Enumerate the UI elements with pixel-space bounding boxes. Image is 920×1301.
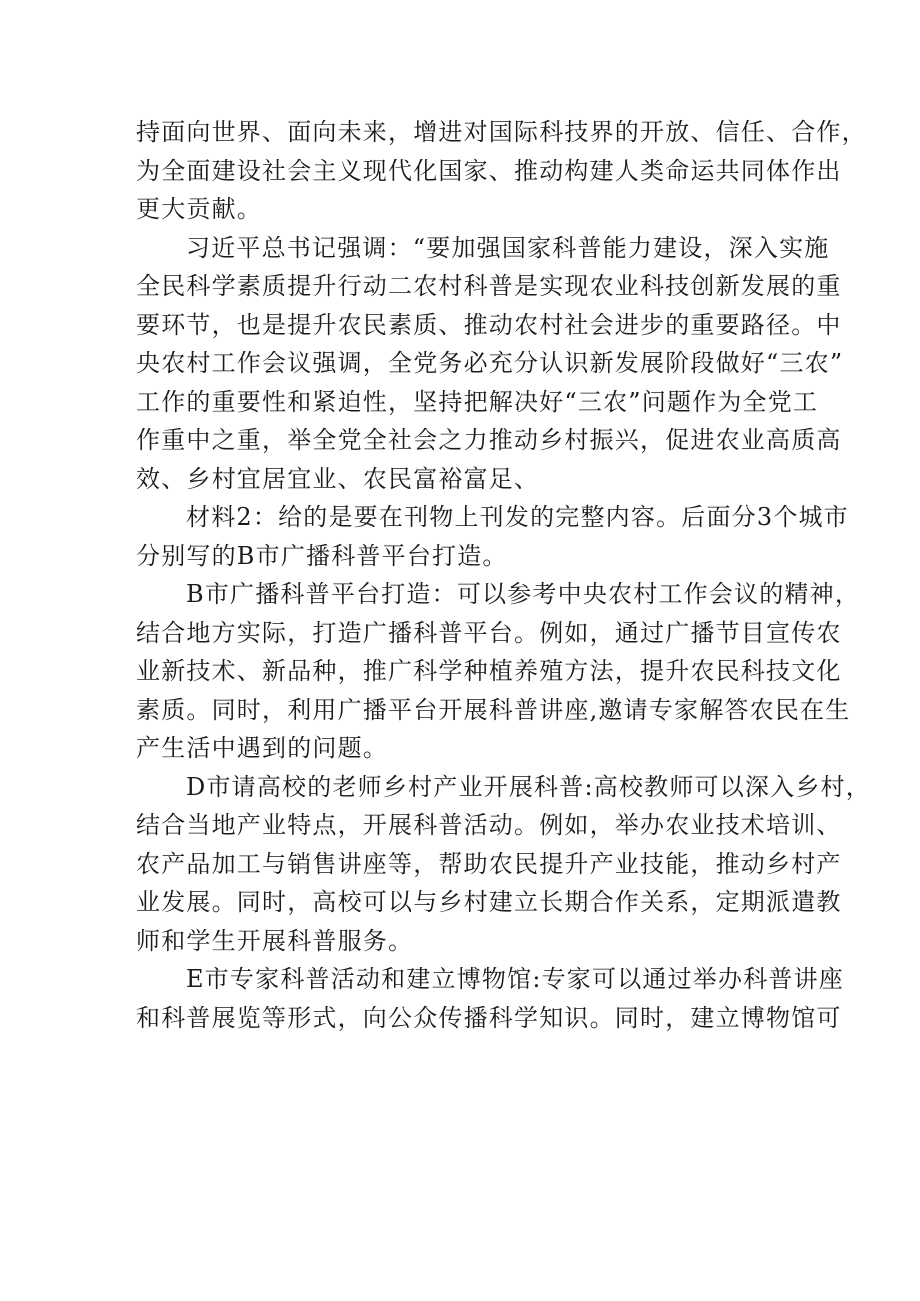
- text-line: 习近平总书记强调：“要加强国家科普能力建设，深入实施: [186, 233, 830, 262]
- text-line: E市专家科普活动和建立博物馆:专家可以通过举办科普讲座: [186, 965, 845, 993]
- text-line: 工作的重要性和紧迫性，坚持把解决好“三农”问题作为全党工: [136, 387, 819, 416]
- document-page: [136, 113, 871, 1037]
- text-line: 为全面建设社会主义现代化国家、推动构建人类命运共同体作出: [136, 156, 842, 185]
- paragraph-5: [136, 768, 871, 961]
- paragraph-1: [136, 113, 867, 229]
- text-line: 央农村工作会议强调，全党务必充分认识新发展阶段做好“三农”: [136, 349, 844, 377]
- paragraph-3: [136, 498, 849, 575]
- text-line: 分别写的B市广播科普平台打造。: [136, 541, 508, 570]
- text-line: 和科普展览等形式，向公众传播科学知识。同时，建立博物馆可: [136, 1003, 842, 1032]
- text-line: B市广播科普平台打造：可以参考中央农村工作会议的精神，: [186, 580, 861, 608]
- text-line: 结合当地产业特点，开展科普活动。例如，举办农业技术培训、: [136, 811, 842, 839]
- text-line: 结合地方实际，打造广播科普平台。例如，通过广播节目宣传农: [136, 618, 842, 647]
- paragraph-4: [136, 575, 861, 768]
- text-line: 业新技术、新品种，推广科学种植养殖方法，提升农民科技文化: [136, 657, 842, 685]
- text-line: 业发展。同时，高校可以与乡村建立长期合作关系，定期派遣教: [136, 888, 842, 916]
- paragraph-6: [136, 960, 845, 1037]
- text-line: 产生活中遇到的问题。: [136, 734, 388, 762]
- text-line: 素质。同时，利用广播平台开展科普讲座,邀请专家解答农民在生: [136, 695, 851, 724]
- text-line: 全民科学素质提升行动二农村科普是实现农业科技创新发展的重: [136, 272, 842, 300]
- text-line: 农产品加工与销售讲座等，帮助农民提升产业技能，推动乡村产: [136, 849, 842, 878]
- text-line: 作重中之重，举全党全社会之力推动乡村振兴，促进农业高质高: [136, 426, 842, 454]
- text-line: 材料2：给的是要在刊物上刊发的完整内容。后面分3个城市: [186, 503, 849, 531]
- text-line: 要环节，也是提升农民素质、推动农村社会进步的重要路径。中: [136, 310, 842, 339]
- text-line: 持面向世界、面向未来，增进对国际科技界的开放、信任、合作，: [136, 118, 867, 146]
- text-line: 更大贡献。: [136, 195, 262, 223]
- text-line: 效、乡村宜居宜业、农民富裕富足、: [136, 464, 540, 493]
- paragraph-2: [136, 229, 844, 499]
- text-line: D市请高校的老师乡村产业开展科普:高校教师可以深入乡村，: [186, 772, 871, 801]
- text-line: 师和学生开展科普服务。: [136, 926, 414, 955]
